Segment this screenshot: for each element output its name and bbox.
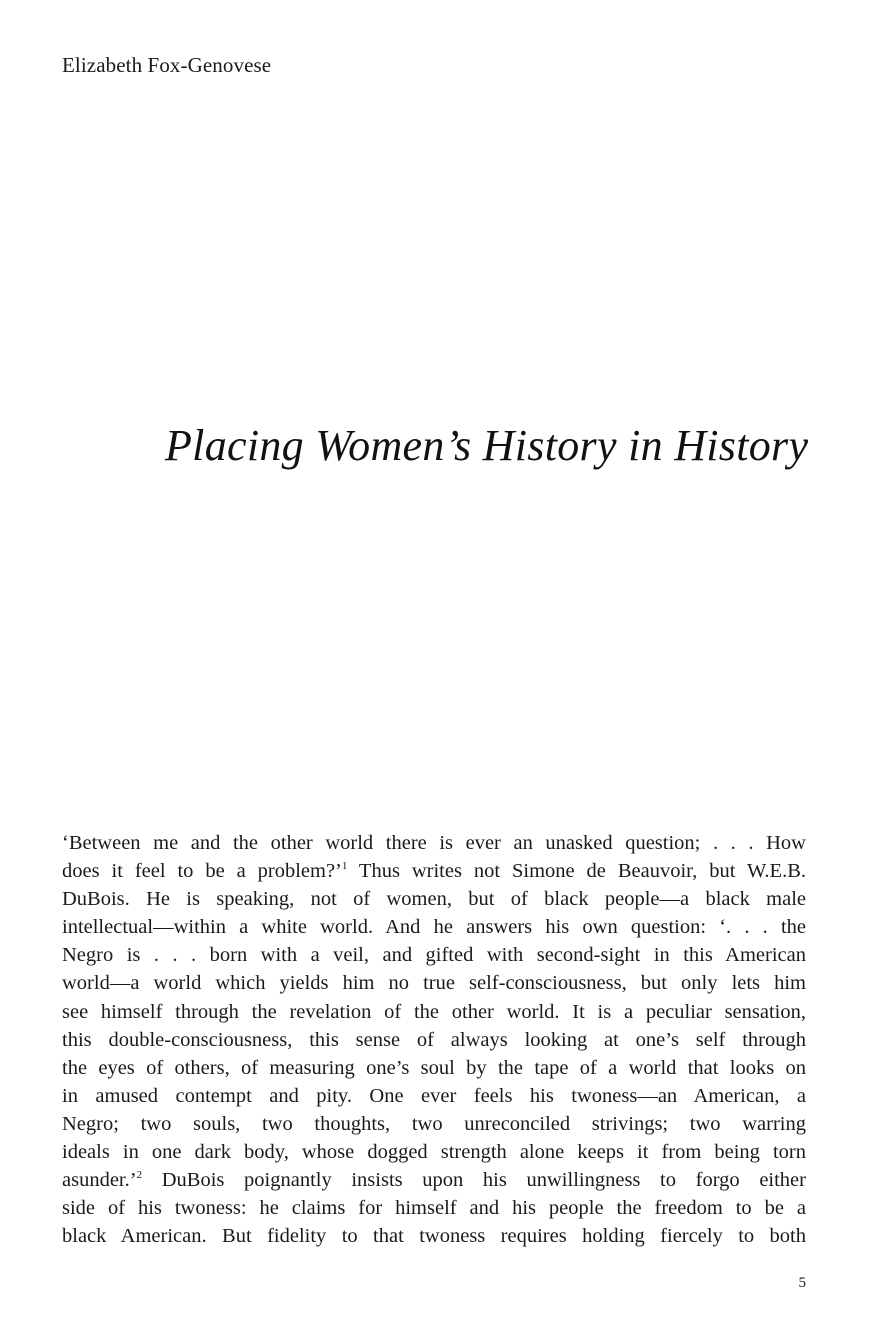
footnote-marker[interactable]: 2 [136, 1169, 143, 1182]
chapter-title: Placing Women’s History in History [165, 421, 809, 470]
text-line: ideals in one dark body, whose dogged strength alone keeps it from being torn [62, 1141, 806, 1164]
body-paragraph [62, 829, 806, 1250]
text-line: this double-consciousness, this sense of always looking at one’s self through [62, 1028, 806, 1051]
text-line: world—a world which yields him no true self-consciousness, but only lets him [62, 972, 806, 995]
text-line: in amused contempt and pity. One ever feels his twoness—an American, a [62, 1084, 806, 1107]
text-line: DuBois. He is speaking, not of women, but of black people—a black male [62, 888, 806, 911]
text-line: Negro is . . . born with a veil, and gifted with second-sight in this American [62, 944, 806, 967]
text-line: side of his twoness: he claims for himself and his people the freedom to be a [62, 1197, 806, 1220]
text-line: black American. But fidelity to that twoness requires holding fiercely to both [62, 1225, 806, 1248]
text-fragment: DuBois poignantly insists upon his unwillingness to forgo either [142, 1169, 806, 1192]
text-line: ‘Between me and the other world there is ever an unasked question; . . . How [62, 832, 806, 854]
text-line [62, 857, 806, 885]
text-line: intellectual—within a white world. And he answers his own question: ‘. . . the [62, 916, 806, 939]
text-line [62, 1166, 806, 1194]
text-line: see himself through the revelation of the other world. It is a peculiar sensation, [62, 1000, 806, 1023]
footnote-marker[interactable]: 1 [341, 860, 348, 873]
running-head-author: Elizabeth Fox-Genovese [62, 53, 272, 77]
text-fragment: Thus writes not Simone de Beauvoir, but W.E.B. [347, 860, 806, 883]
text-fragment: does it feel to be a problem?’ [62, 860, 342, 883]
text-fragment: asunder.’ [62, 1169, 137, 1192]
text-line: the eyes of others, of measuring one’s soul by the tape of a world that looks on [62, 1056, 806, 1079]
page-number: 5 [798, 1275, 806, 1291]
text-line: Negro; two souls, two thoughts, two unreconciled strivings; two warring [62, 1112, 806, 1135]
